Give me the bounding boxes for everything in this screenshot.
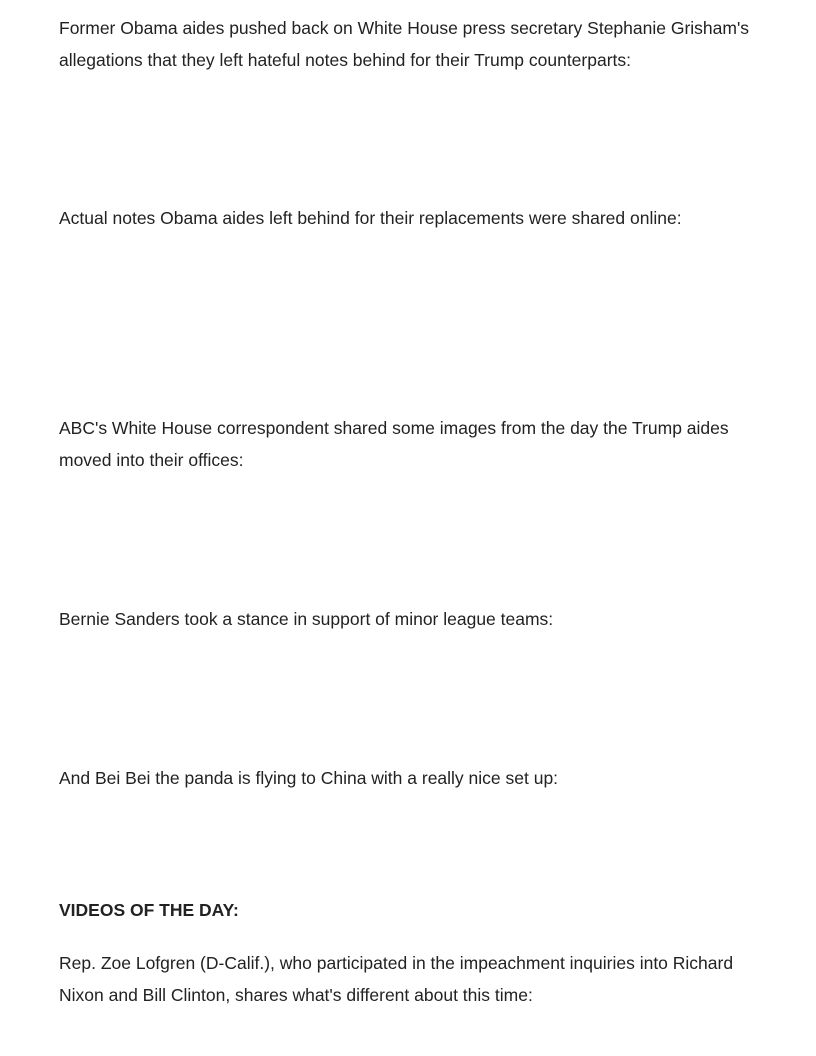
paragraph-actual-notes: Actual notes Obama aides left behind for their replacements were shared online: — [59, 208, 682, 228]
paragraph-obama-aides-pushback: Former Obama aides pushed back on White House press secretary Stephanie Grisham's allegations that they left hateful notes behind for their Trump counterparts: — [59, 18, 750, 70]
paragraph-bei-bei-panda: And Bei Bei the panda is flying to China with a really nice set up: — [59, 768, 559, 788]
videos-of-the-day-heading: VIDEOS OF THE DAY: — [59, 900, 239, 920]
paragraph-bernie-sanders: Bernie Sanders took a stance in support of minor league teams: — [59, 609, 554, 629]
embed-placeholder — [59, 800, 759, 890]
paragraph-abc-correspondent: ABC's White House correspondent shared some images from the day the Trump aides moved into their offices: — [59, 418, 729, 470]
embed-placeholder — [59, 240, 759, 410]
paragraph-zoe-lofgren: Rep. Zoe Lofgren (D-Calif.), who participated in the impeachment inquiries into Richard Nixon and Bill Clinton, shares what's different about this time: — [59, 953, 734, 1005]
embed-placeholder — [59, 80, 759, 190]
embed-placeholder — [59, 640, 759, 760]
embed-placeholder — [59, 480, 759, 590]
